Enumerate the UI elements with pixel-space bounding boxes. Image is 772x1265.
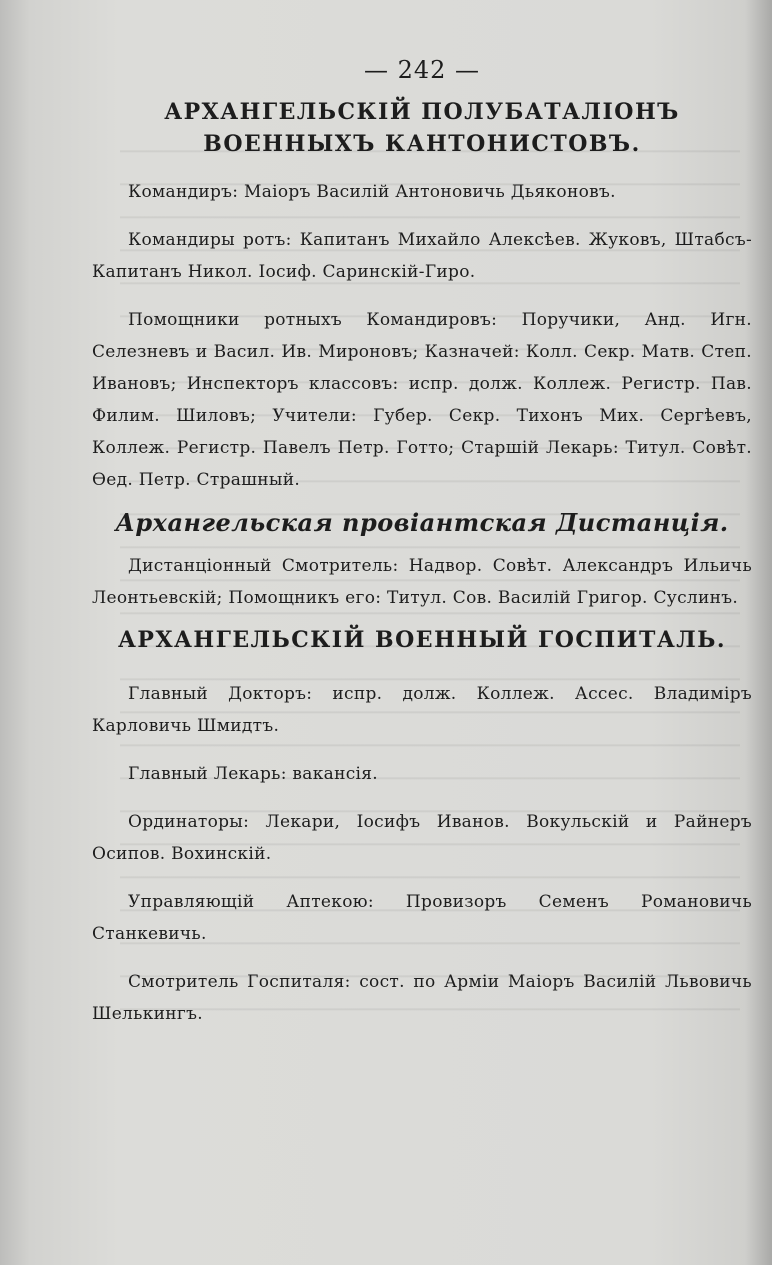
- pharmacy-manager-entry: Управляющій Аптекою: Провизоръ Семенъ Романовичь Станкевичь.: [92, 892, 752, 944]
- section-title-cantonists: АРХАНГЕЛЬСКІЙ ПОЛУБАТАЛІОНЪ ВОЕННЫХЪ КАНТОНИСТОВЪ.: [164, 99, 680, 157]
- page-content: [92, 50, 752, 1030]
- company-commanders-entry: Командиры ротъ: Капитанъ Михайло Алексѣев. Жуковъ, Штабсъ-Капитанъ Никол. Іосиф. Саринскій-Гиро.: [92, 230, 752, 282]
- hospital-overseer-entry: Смотритель Госпиталя: сост. по Арміи Маіоръ Василій Львовичь Шелькингъ.: [92, 972, 752, 1024]
- chief-surgeon-entry: Главный Лекарь: вакансія.: [128, 764, 379, 784]
- ordinators-entry: Ординаторы: Лекари, Іосифъ Иванов. Вокульскій и Райнеръ Осипов. Вохинскій.: [92, 812, 752, 864]
- section-title-provisions: Архангельская провіантская Дистанція.: [115, 508, 729, 537]
- section-title-hospital: АРХАНГЕЛЬСКІЙ ВОЕННЫЙ ГОСПИТАЛЬ.: [117, 627, 727, 653]
- distance-overseer-entry: Дистанціонный Смотритель: Надвор. Совѣт. Александръ Ильичь Леонтьевскій; Помощникъ его: Титул. Сов. Василій Григор. Суслинъ.: [92, 556, 752, 608]
- commander-entry: Командиръ: Маіоръ Василій Антоновичь Дьяконовъ.: [128, 182, 616, 202]
- chief-doctor-entry: Главный Докторъ: испр. долж. Коллеж. Ассес. Владиміръ Карловичь Шмидтъ.: [92, 684, 752, 736]
- page-number: — 242 —: [363, 56, 481, 84]
- assistants-entry: Помощники ротныхъ Командировъ: Поручики, Анд. Игн. Селезневъ и Васил. Ив. Мироновъ; Казначей: Колл. Секр. Матв. Степ. Ивановъ; Инспекторъ классовъ: испр. долж. Коллеж. Регистр. Пав. Филим. Шиловъ; Учители: Губер. Секр. Тихонъ Мих. Сергѣевъ, Коллеж. Регистр. Павелъ Петр. Готто; Старшій Лекарь: Титул. Совѣт. Ѳед. Петр. Страшный.: [92, 310, 752, 490]
